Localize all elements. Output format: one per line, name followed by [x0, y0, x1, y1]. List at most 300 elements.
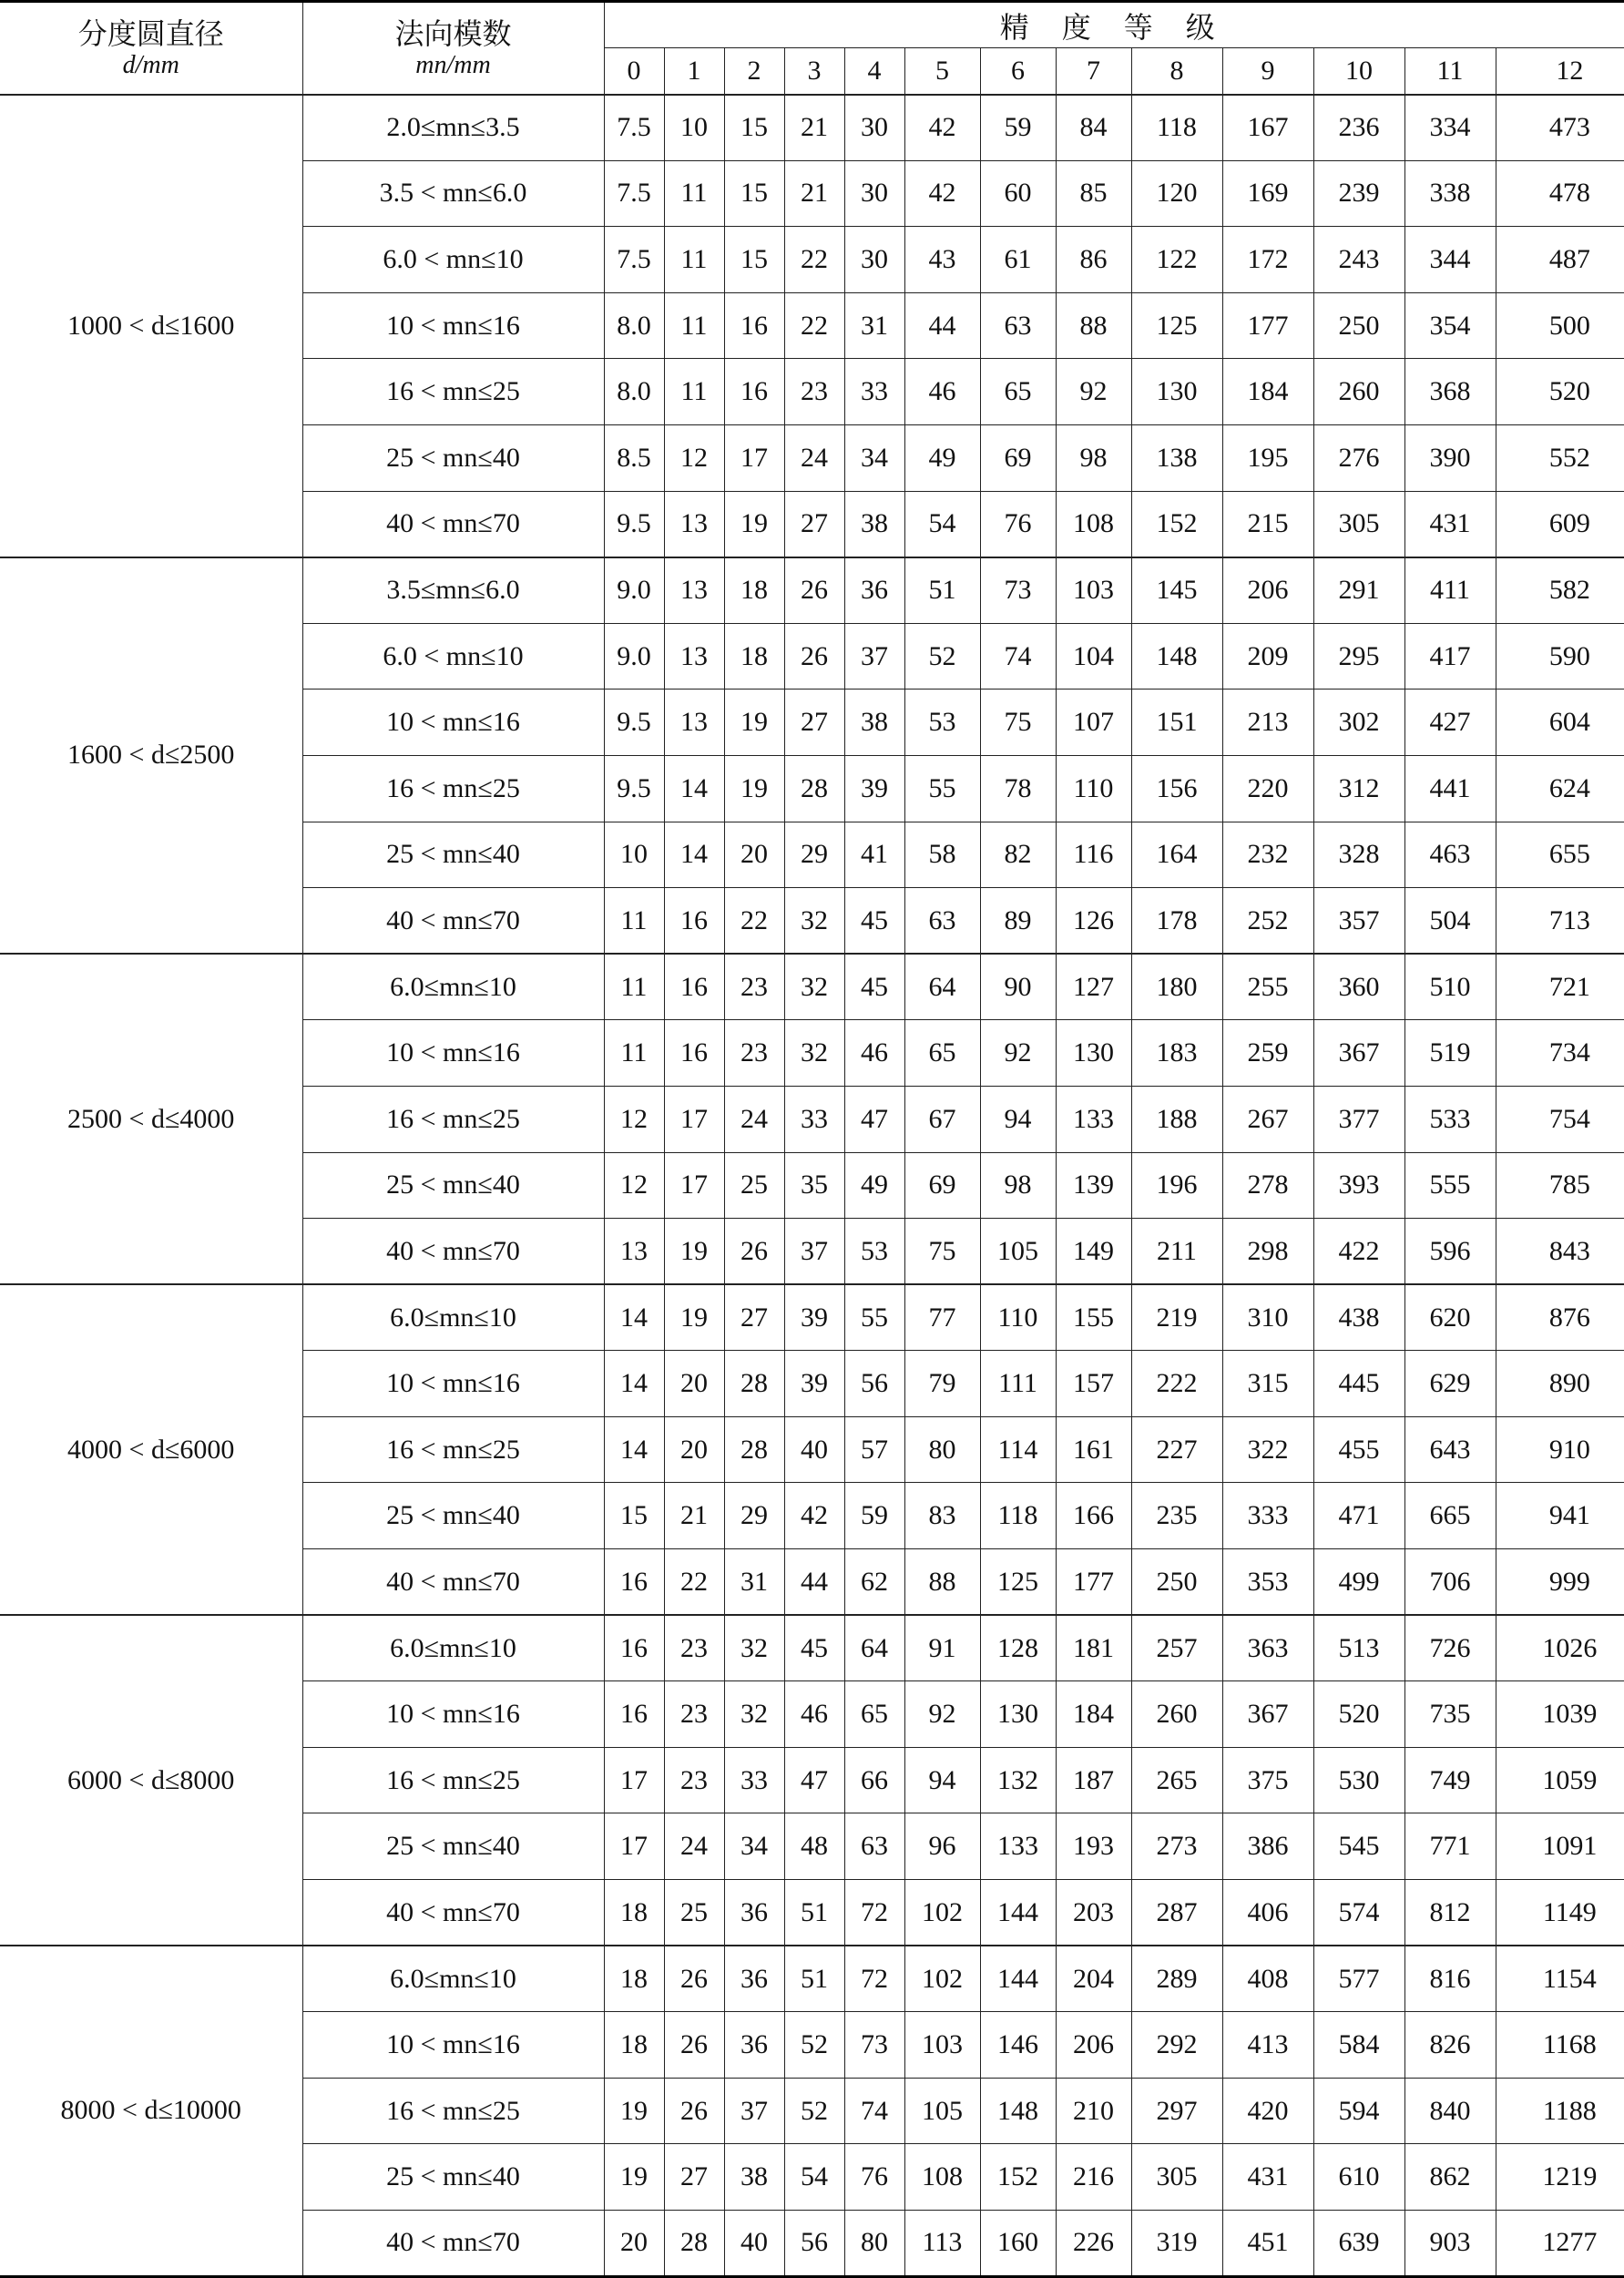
value-cell: 322 [1222, 1416, 1313, 1483]
value-cell: 519 [1404, 1020, 1496, 1087]
value-cell: 90 [980, 954, 1056, 1020]
grade-header-cell: 10 [1313, 48, 1404, 95]
value-cell: 16 [724, 292, 784, 359]
value-cell: 478 [1496, 160, 1624, 227]
value-cell: 91 [904, 1615, 980, 1681]
value-cell: 9.5 [604, 755, 664, 822]
value-cell: 15 [724, 227, 784, 293]
module-range-cell: 6.0≤mn≤10 [302, 1284, 604, 1351]
value-cell: 1026 [1496, 1615, 1624, 1681]
value-cell: 665 [1404, 1483, 1496, 1549]
value-cell: 545 [1313, 1813, 1404, 1880]
value-cell: 45 [844, 954, 904, 1020]
value-cell: 52 [784, 2012, 844, 2079]
module-range-cell: 40 < mn≤70 [302, 1219, 604, 1285]
value-cell: 26 [664, 1946, 724, 2012]
value-cell: 130 [980, 1681, 1056, 1748]
value-cell: 114 [980, 1416, 1056, 1483]
table-row [0, 95, 1624, 161]
value-cell: 52 [904, 623, 980, 690]
value-cell: 590 [1496, 623, 1624, 690]
value-cell: 604 [1496, 690, 1624, 756]
value-cell: 33 [844, 359, 904, 425]
value-cell: 122 [1131, 227, 1222, 293]
value-cell: 195 [1222, 424, 1313, 491]
value-cell: 232 [1222, 822, 1313, 888]
diameter-range-cell: 4000 < d≤6000 [0, 1284, 302, 1615]
value-cell: 63 [904, 888, 980, 955]
diameter-range-cell: 8000 < d≤10000 [0, 1946, 302, 2276]
module-range-cell: 6.0≤mn≤10 [302, 1615, 604, 1681]
value-cell: 445 [1313, 1351, 1404, 1417]
value-cell: 643 [1404, 1416, 1496, 1483]
value-cell: 17 [724, 424, 784, 491]
value-cell: 20 [664, 1351, 724, 1417]
value-cell: 11 [604, 1020, 664, 1087]
value-cell: 23 [664, 1615, 724, 1681]
value-cell: 11 [664, 292, 724, 359]
value-cell: 19 [724, 690, 784, 756]
value-cell: 160 [980, 2211, 1056, 2277]
module-range-cell: 16 < mn≤25 [302, 755, 604, 822]
value-cell: 14 [604, 1351, 664, 1417]
value-cell: 21 [664, 1483, 724, 1549]
value-cell: 220 [1222, 755, 1313, 822]
value-cell: 43 [904, 227, 980, 293]
value-cell: 116 [1056, 822, 1131, 888]
value-cell: 67 [904, 1086, 980, 1152]
value-cell: 65 [904, 1020, 980, 1087]
module-range-cell: 25 < mn≤40 [302, 1813, 604, 1880]
module-range-cell: 10 < mn≤16 [302, 690, 604, 756]
value-cell: 23 [664, 1681, 724, 1748]
value-cell: 9.0 [604, 557, 664, 624]
value-cell: 375 [1222, 1747, 1313, 1813]
value-cell: 624 [1496, 755, 1624, 822]
value-cell: 816 [1404, 1946, 1496, 2012]
value-cell: 80 [904, 1416, 980, 1483]
value-cell: 413 [1222, 2012, 1313, 2079]
value-cell: 222 [1131, 1351, 1222, 1417]
value-cell: 204 [1056, 1946, 1131, 2012]
value-cell: 16 [664, 954, 724, 1020]
value-cell: 125 [980, 1549, 1056, 1616]
module-range-cell: 6.0 < mn≤10 [302, 227, 604, 293]
value-cell: 1219 [1496, 2144, 1624, 2211]
value-cell: 130 [1131, 359, 1222, 425]
value-cell: 14 [664, 822, 724, 888]
value-cell: 20 [604, 2211, 664, 2277]
value-cell: 30 [844, 160, 904, 227]
value-cell: 60 [980, 160, 1056, 227]
value-cell: 193 [1056, 1813, 1131, 1880]
value-cell: 315 [1222, 1351, 1313, 1417]
value-cell: 156 [1131, 755, 1222, 822]
value-cell: 32 [784, 954, 844, 1020]
value-cell: 57 [844, 1416, 904, 1483]
value-cell: 23 [724, 1020, 784, 1087]
module-range-cell: 3.5 < mn≤6.0 [302, 160, 604, 227]
value-cell: 610 [1313, 2144, 1404, 2211]
value-cell: 25 [724, 1152, 784, 1219]
value-cell: 98 [980, 1152, 1056, 1219]
table-body [0, 95, 1624, 2277]
value-cell: 295 [1313, 623, 1404, 690]
value-cell: 20 [664, 1416, 724, 1483]
value-cell: 34 [724, 1813, 784, 1880]
diameter-range-cell: 2500 < d≤4000 [0, 954, 302, 1284]
value-cell: 72 [844, 1946, 904, 2012]
value-cell: 7.5 [604, 227, 664, 293]
value-cell: 26 [724, 1219, 784, 1285]
value-cell: 243 [1313, 227, 1404, 293]
value-cell: 639 [1313, 2211, 1404, 2277]
value-cell: 749 [1404, 1747, 1496, 1813]
value-cell: 255 [1222, 954, 1313, 1020]
value-cell: 386 [1222, 1813, 1313, 1880]
value-cell: 9.5 [604, 491, 664, 557]
value-cell: 18 [724, 557, 784, 624]
module-range-cell: 3.5≤mn≤6.0 [302, 557, 604, 624]
value-cell: 206 [1222, 557, 1313, 624]
value-cell: 79 [904, 1351, 980, 1417]
module-range-cell: 25 < mn≤40 [302, 424, 604, 491]
value-cell: 390 [1404, 424, 1496, 491]
value-cell: 31 [724, 1549, 784, 1616]
value-cell: 56 [784, 2211, 844, 2277]
value-cell: 42 [904, 160, 980, 227]
value-cell: 27 [784, 491, 844, 557]
value-cell: 149 [1056, 1219, 1131, 1285]
module-range-cell: 10 < mn≤16 [302, 1020, 604, 1087]
value-cell: 157 [1056, 1351, 1131, 1417]
value-cell: 27 [784, 690, 844, 756]
value-cell: 862 [1404, 2144, 1496, 2211]
diameter-header [0, 2, 302, 95]
module-range-cell: 40 < mn≤70 [302, 491, 604, 557]
value-cell: 22 [784, 227, 844, 293]
value-cell: 78 [980, 755, 1056, 822]
value-cell: 13 [664, 690, 724, 756]
value-cell: 471 [1313, 1483, 1404, 1549]
value-cell: 22 [724, 888, 784, 955]
value-cell: 169 [1222, 160, 1313, 227]
value-cell: 499 [1313, 1549, 1404, 1616]
value-cell: 209 [1222, 623, 1313, 690]
value-cell: 15 [724, 95, 784, 161]
value-cell: 30 [844, 227, 904, 293]
value-cell: 55 [904, 755, 980, 822]
diameter-range-cell: 1000 < d≤1600 [0, 95, 302, 557]
value-cell: 21 [784, 95, 844, 161]
module-range-cell: 25 < mn≤40 [302, 2144, 604, 2211]
value-cell: 138 [1131, 424, 1222, 491]
value-cell: 39 [844, 755, 904, 822]
value-cell: 35 [784, 1152, 844, 1219]
value-cell: 18 [604, 2012, 664, 2079]
value-cell: 105 [980, 1219, 1056, 1285]
value-cell: 77 [904, 1284, 980, 1351]
value-cell: 14 [604, 1284, 664, 1351]
value-cell: 82 [980, 822, 1056, 888]
value-cell: 11 [664, 359, 724, 425]
value-cell: 58 [904, 822, 980, 888]
value-cell: 133 [1056, 1086, 1131, 1152]
value-cell: 92 [980, 1020, 1056, 1087]
value-cell: 211 [1131, 1219, 1222, 1285]
value-cell: 273 [1131, 1813, 1222, 1880]
value-cell: 1188 [1496, 2078, 1624, 2144]
module-range-cell: 2.0≤mn≤3.5 [302, 95, 604, 161]
value-cell: 51 [784, 1880, 844, 1946]
value-cell: 18 [604, 1946, 664, 2012]
value-cell: 19 [604, 2144, 664, 2211]
value-cell: 594 [1313, 2078, 1404, 2144]
value-cell: 267 [1222, 1086, 1313, 1152]
value-cell: 17 [604, 1747, 664, 1813]
value-cell: 152 [980, 2144, 1056, 2211]
value-cell: 29 [784, 822, 844, 888]
value-cell: 27 [664, 2144, 724, 2211]
value-cell: 257 [1131, 1615, 1222, 1681]
value-cell: 20 [724, 822, 784, 888]
value-cell: 19 [604, 2078, 664, 2144]
value-cell: 1168 [1496, 2012, 1624, 2079]
value-cell: 151 [1131, 690, 1222, 756]
value-cell: 227 [1131, 1416, 1222, 1483]
value-cell: 113 [904, 2211, 980, 2277]
value-cell: 72 [844, 1880, 904, 1946]
value-cell: 629 [1404, 1351, 1496, 1417]
value-cell: 32 [724, 1615, 784, 1681]
value-cell: 30 [844, 95, 904, 161]
value-cell: 83 [904, 1483, 980, 1549]
value-cell: 431 [1404, 491, 1496, 557]
value-cell: 713 [1496, 888, 1624, 955]
value-cell: 333 [1222, 1483, 1313, 1549]
value-cell: 16 [604, 1615, 664, 1681]
value-cell: 45 [844, 888, 904, 955]
value-cell: 27 [724, 1284, 784, 1351]
value-cell: 368 [1404, 359, 1496, 425]
value-cell: 37 [724, 2078, 784, 2144]
value-cell: 177 [1056, 1549, 1131, 1616]
value-cell: 155 [1056, 1284, 1131, 1351]
value-cell: 213 [1222, 690, 1313, 756]
value-cell: 726 [1404, 1615, 1496, 1681]
value-cell: 33 [724, 1747, 784, 1813]
value-cell: 53 [904, 690, 980, 756]
value-cell: 107 [1056, 690, 1131, 756]
value-cell: 24 [664, 1813, 724, 1880]
value-cell: 203 [1056, 1880, 1131, 1946]
value-cell: 620 [1404, 1284, 1496, 1351]
module-header [302, 2, 604, 95]
value-cell: 44 [904, 292, 980, 359]
value-cell: 16 [664, 1020, 724, 1087]
value-cell: 46 [904, 359, 980, 425]
value-cell: 38 [724, 2144, 784, 2211]
value-cell: 10 [604, 822, 664, 888]
value-cell: 574 [1313, 1880, 1404, 1946]
value-cell: 363 [1222, 1615, 1313, 1681]
value-cell: 92 [904, 1681, 980, 1748]
value-cell: 427 [1404, 690, 1496, 756]
value-cell: 181 [1056, 1615, 1131, 1681]
value-cell: 13 [604, 1219, 664, 1285]
value-cell: 260 [1131, 1681, 1222, 1748]
value-cell: 14 [664, 755, 724, 822]
value-cell: 297 [1131, 2078, 1222, 2144]
value-cell: 13 [664, 557, 724, 624]
value-cell: 74 [844, 2078, 904, 2144]
value-cell: 291 [1313, 557, 1404, 624]
grade-header-cell: 2 [724, 48, 784, 95]
value-cell: 75 [904, 1219, 980, 1285]
value-cell: 1149 [1496, 1880, 1624, 1946]
value-cell: 289 [1131, 1946, 1222, 2012]
table-row [0, 1946, 1624, 2012]
value-cell: 196 [1131, 1152, 1222, 1219]
value-cell: 47 [784, 1747, 844, 1813]
value-cell: 785 [1496, 1152, 1624, 1219]
grade-header-cell: 4 [844, 48, 904, 95]
value-cell: 22 [784, 292, 844, 359]
value-cell: 411 [1404, 557, 1496, 624]
value-cell: 74 [980, 623, 1056, 690]
value-cell: 80 [844, 2211, 904, 2277]
value-cell: 59 [844, 1483, 904, 1549]
value-cell: 37 [844, 623, 904, 690]
value-cell: 62 [844, 1549, 904, 1616]
value-cell: 144 [980, 1946, 1056, 2012]
module-range-cell: 10 < mn≤16 [302, 292, 604, 359]
value-cell: 130 [1056, 1020, 1131, 1087]
value-cell: 33 [784, 1086, 844, 1152]
value-cell: 49 [844, 1152, 904, 1219]
value-cell: 219 [1131, 1284, 1222, 1351]
value-cell: 265 [1131, 1747, 1222, 1813]
value-cell: 377 [1313, 1086, 1404, 1152]
value-cell: 64 [904, 954, 980, 1020]
value-cell: 11 [664, 160, 724, 227]
value-cell: 13 [664, 491, 724, 557]
value-cell: 735 [1404, 1681, 1496, 1748]
grade-header-cell: 1 [664, 48, 724, 95]
value-cell: 118 [1131, 95, 1222, 161]
value-cell: 36 [724, 1880, 784, 1946]
module-header-title: 法向模数 [394, 16, 512, 50]
value-cell: 148 [1131, 623, 1222, 690]
module-range-cell: 10 < mn≤16 [302, 1351, 604, 1417]
value-cell: 353 [1222, 1549, 1313, 1616]
value-cell: 8.5 [604, 424, 664, 491]
value-cell: 34 [844, 424, 904, 491]
grade-header-cell: 12 [1496, 48, 1624, 95]
module-range-cell: 25 < mn≤40 [302, 1152, 604, 1219]
value-cell: 28 [724, 1351, 784, 1417]
value-cell: 184 [1056, 1681, 1131, 1748]
value-cell: 9.0 [604, 623, 664, 690]
value-cell: 826 [1404, 2012, 1496, 2079]
value-cell: 180 [1131, 954, 1222, 1020]
value-cell: 18 [724, 623, 784, 690]
value-cell: 37 [784, 1219, 844, 1285]
value-cell: 259 [1222, 1020, 1313, 1087]
value-cell: 18 [604, 1880, 664, 1946]
value-cell: 19 [724, 491, 784, 557]
value-cell: 48 [784, 1813, 844, 1880]
value-cell: 139 [1056, 1152, 1131, 1219]
value-cell: 17 [664, 1152, 724, 1219]
value-cell: 127 [1056, 954, 1131, 1020]
grades-header: 精度等级 [604, 2, 1624, 48]
grade-header-cell: 0 [604, 48, 664, 95]
value-cell: 328 [1313, 822, 1404, 888]
value-cell: 132 [980, 1747, 1056, 1813]
value-cell: 513 [1313, 1615, 1404, 1681]
value-cell: 367 [1222, 1681, 1313, 1748]
value-cell: 441 [1404, 755, 1496, 822]
value-cell: 26 [664, 2012, 724, 2079]
value-cell: 417 [1404, 623, 1496, 690]
value-cell: 420 [1222, 2078, 1313, 2144]
value-cell: 11 [604, 888, 664, 955]
value-cell: 19 [664, 1219, 724, 1285]
value-cell: 1091 [1496, 1813, 1624, 1880]
value-cell: 8.0 [604, 292, 664, 359]
value-cell: 305 [1131, 2144, 1222, 2211]
value-cell: 422 [1313, 1219, 1404, 1285]
value-cell: 16 [604, 1549, 664, 1616]
value-cell: 338 [1404, 160, 1496, 227]
value-cell: 183 [1131, 1020, 1222, 1087]
value-cell: 94 [904, 1747, 980, 1813]
value-cell: 125 [1131, 292, 1222, 359]
value-cell: 21 [784, 160, 844, 227]
module-range-cell: 40 < mn≤70 [302, 1880, 604, 1946]
module-range-cell: 16 < mn≤25 [302, 2078, 604, 2144]
value-cell: 188 [1131, 1086, 1222, 1152]
value-cell: 250 [1131, 1549, 1222, 1616]
value-cell: 276 [1313, 424, 1404, 491]
value-cell: 133 [980, 1813, 1056, 1880]
value-cell: 128 [980, 1615, 1056, 1681]
module-range-cell: 6.0 < mn≤10 [302, 623, 604, 690]
value-cell: 32 [784, 888, 844, 955]
value-cell: 65 [980, 359, 1056, 425]
value-cell: 17 [664, 1086, 724, 1152]
value-cell: 16 [664, 888, 724, 955]
value-cell: 98 [1056, 424, 1131, 491]
diameter-header-title: 分度圆直径 [77, 16, 224, 50]
value-cell: 999 [1496, 1549, 1624, 1616]
value-cell: 108 [1056, 491, 1131, 557]
value-cell: 54 [784, 2144, 844, 2211]
value-cell: 1039 [1496, 1681, 1624, 1748]
value-cell: 38 [844, 491, 904, 557]
module-range-cell: 25 < mn≤40 [302, 822, 604, 888]
value-cell: 86 [1056, 227, 1131, 293]
value-cell: 596 [1404, 1219, 1496, 1285]
value-cell: 278 [1222, 1152, 1313, 1219]
value-cell: 94 [980, 1086, 1056, 1152]
table-row [0, 954, 1624, 1020]
value-cell: 344 [1404, 227, 1496, 293]
value-cell: 555 [1404, 1152, 1496, 1219]
value-cell: 49 [904, 424, 980, 491]
value-cell: 73 [980, 557, 1056, 624]
